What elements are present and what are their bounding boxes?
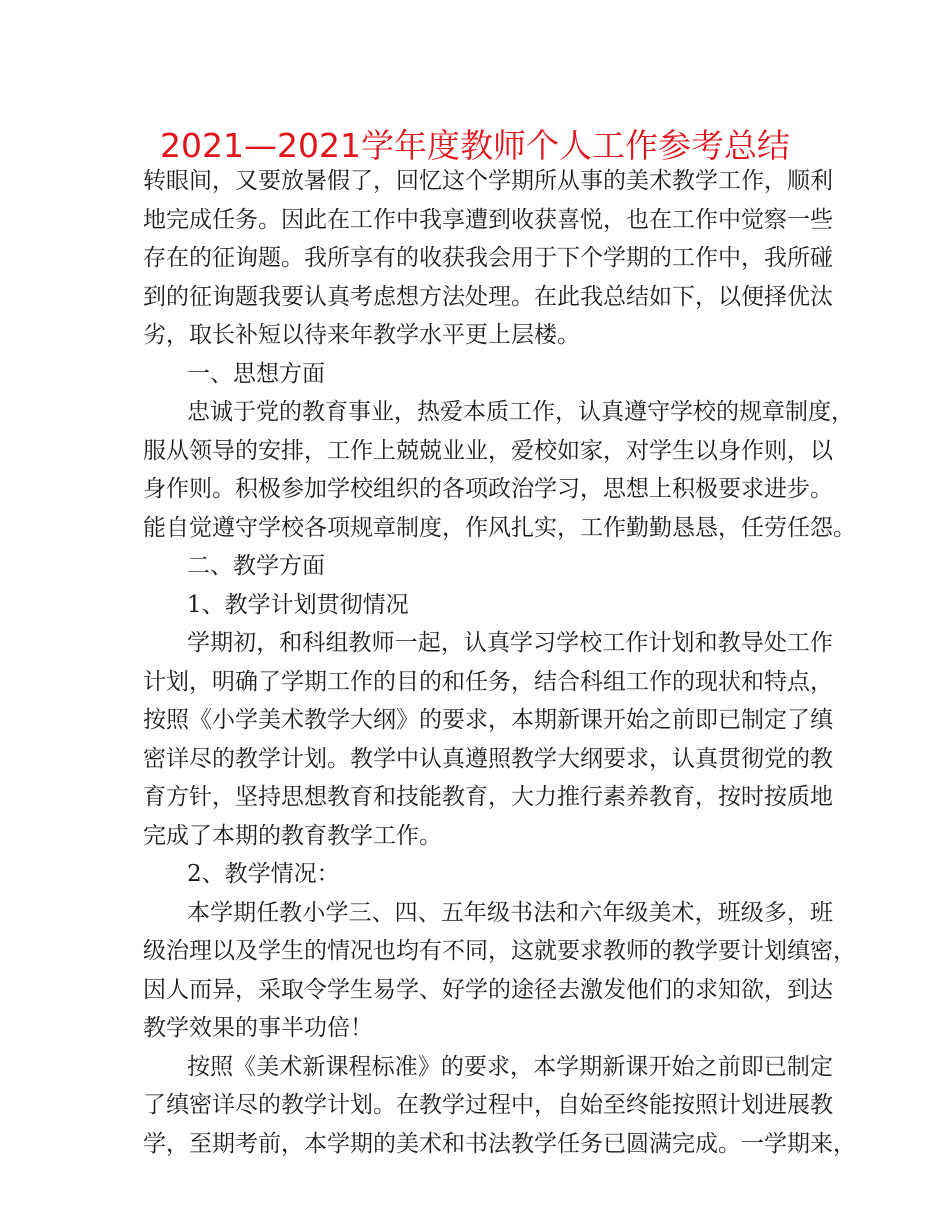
paragraph-line: 按照《小学美术教学大纲》的要求，本期新课开始之前即已制定了缜 [143, 707, 833, 733]
paragraph-line: 育方针，坚持思想教育和技能教育，大力推行素养教育，按时按质地 [143, 784, 833, 810]
paragraph-line: 按照《美术新课程标准》的要求，本学期新课开始之前即已制定 [187, 1053, 833, 1080]
paragraph-line: 忠诚于党的教育事业，热爱本质工作，认真遵守学校的规章制度， [187, 399, 854, 425]
paragraph-line: 身作则。积极参加学校组织的各项政治学习，思想上积极要求进步。 [143, 476, 833, 502]
document-title: 2021—2021学年度教师个人工作参考总结 [160, 126, 790, 165]
paragraph-line: 本学期任教小学三、四、五年级书法和六年级美术，班级多，班 [187, 899, 833, 926]
paragraph-line: 密详尽的教学计划。教学中认真遵照教学大纲要求，认真贯彻党的教 [143, 745, 833, 772]
document-body [143, 162, 856, 1163]
paragraph-line: 能自觉遵守学校各项规章制度，作风扎实，工作勤勤恳恳，任劳任怨。 [143, 514, 856, 541]
section-heading: 一、思想方面 [187, 360, 325, 387]
paragraph-line: 级治理以及学生的情况也均有不同，这就要求教师的教学要计划缜密， [143, 938, 856, 964]
paragraph-line: 学，至期考前，本学期的美术和书法教学任务已圆满完成。一学期来， [143, 1130, 856, 1157]
paragraph-line: 学期初，和科组教师一起，认真学习学校工作计划和教导处工作 [187, 630, 833, 656]
section-heading: 二、教学方面 [187, 553, 325, 579]
paragraph-line: 教学效果的事半功倍！ [143, 1015, 373, 1041]
paragraph-line: 转眼间，又要放暑假了，回忆这个学期所从事的美术教学工作，顺利 [143, 168, 833, 194]
paragraph-line: 地完成任务。因此在工作中我享遭到收获喜悦，也在工作中觉察一些 [143, 206, 833, 233]
paragraph-line: 完成了本期的教育教学工作。 [143, 822, 442, 849]
paragraph-line: 劣，取长补短以待来年教学水平更上层楼。 [143, 322, 580, 348]
subsection-heading: 1、教学计划贯彻情况 [187, 591, 409, 618]
paragraph-line: 存在的征询题。我所享有的收获我会用于下个学期的工作中，我所碰 [143, 245, 833, 271]
paragraph-line: 服从领导的安排，工作上兢兢业业，爱校如家，对学生以身作则，以 [143, 437, 833, 464]
paragraph-line: 计划，明确了学期工作的目的和任务，结合科组工作的现状和特点， [143, 668, 833, 695]
subsection-heading: 2、教学情况： [187, 861, 340, 887]
paragraph-line: 因人而异，采取令学生易学、好学的途径去激发他们的求知欲，到达 [143, 976, 833, 1003]
paragraph-line: 到的征询题我要认真考虑想方法处理。在此我总结如下，以便择优汰 [143, 283, 833, 310]
paragraph-line: 了缜密详尽的教学计划。在教学过程中，自始至终能按照计划进展教 [143, 1092, 833, 1118]
